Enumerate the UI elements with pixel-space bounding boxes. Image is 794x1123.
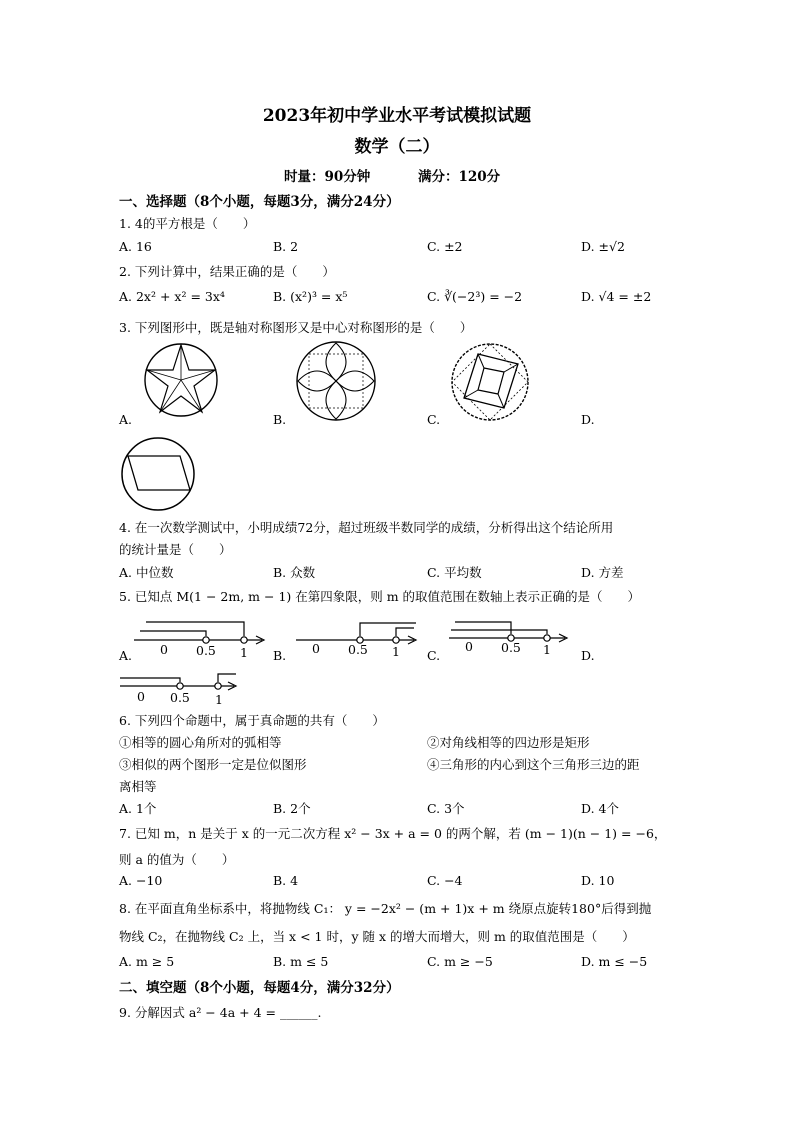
q3-option-a: A. [119, 412, 133, 427]
q5-option-c: C. [427, 648, 441, 663]
q6-proposition-1: ①相等的圆心角所对的弧相等 [119, 735, 282, 750]
full-score: 满分：120分 [418, 169, 501, 185]
q3-figure-d-parallelogram-circle [120, 436, 196, 512]
q6-proposition-4: ④三角形的内心到这个三角形三边的距 [427, 757, 640, 772]
q5-stem: 5. 已知点 M(1 − 2m, m − 1) 在第四象限，则 m 的取值范围在数轴上表示正确的是（ ） [119, 589, 641, 604]
q2-stem: 2. 下列计算中，结果正确的是（ ） [119, 264, 335, 279]
q6-option-c: C. 3个 [427, 801, 465, 816]
q5-d-tick-05: 0.5 [170, 690, 190, 705]
q6-stem: 6. 下列四个命题中，属于真命题的共有（ ） [119, 713, 385, 728]
q8-option-a: A. m ≥ 5 [119, 954, 175, 969]
q5-d-tick-0: 0 [137, 689, 145, 704]
time-limit: 时量：90分钟 [284, 169, 371, 185]
exam-subtitle: 数学（二） [354, 137, 440, 157]
q6-proposition-4-cont: 离相等 [119, 779, 157, 794]
q3-figure-b-petal-circle [295, 340, 377, 422]
q4-option-c: C. 平均数 [427, 565, 482, 580]
q5-c-tick-05: 0.5 [501, 640, 521, 655]
exam-title: 2023年初中学业水平考试模拟试题 [262, 106, 532, 126]
q7-option-c: C. −4 [427, 873, 463, 888]
q4-option-a: A. 中位数 [119, 565, 174, 580]
q8-stem-line1: 8. 在平面直角坐标系中，将抛物线 C₁： y = −2x² − (m + 1)x + m 绕原点旋转180°后得到抛 [119, 901, 652, 916]
q2-option-b: B. (x²)³ = x⁵ [273, 289, 348, 304]
q5-option-d: D. [581, 648, 595, 663]
q5-option-b: B. [273, 648, 287, 663]
q2-option-a: A. 2x² + x² = 3x⁴ [119, 289, 225, 304]
q5-d-tick-1: 1 [215, 692, 223, 707]
q5-b-tick-05: 0.5 [348, 642, 368, 657]
q3-figure-c-square-circle [450, 342, 530, 422]
q1-stem: 1. 4的平方根是（ ） [119, 216, 256, 231]
q5-option-a: A. [119, 648, 133, 663]
q4-stem-line1: 4. 在一次数学测试中，小明成绩72分，超过班级半数同学的成绩，分析得出这个结论所用 [119, 520, 614, 535]
q3-stem: 3. 下列图形中，既是轴对称图形又是中心对称图形的是（ ） [119, 320, 473, 335]
q8-stem-line2: 物线 C₂，在抛物线 C₂ 上，当 x < 1 时，y 随 x 的增大而增大，则 m 的取值范围是（ ） [119, 929, 635, 944]
q3-option-b: B. [273, 412, 287, 427]
section-choice-heading: 一、选择题（8个小题，每题3分，满分24分） [119, 194, 400, 210]
q7-stem-line2: 则 a 的值为（ ） [119, 852, 235, 867]
q4-option-d: D. 方差 [581, 565, 624, 580]
q5-b-tick-1: 1 [392, 644, 400, 659]
q6-option-a: A. 1个 [119, 801, 157, 816]
q7-stem-line1: 7. 已知 m，n 是关于 x 的一元二次方程 x² − 3x + a = 0 的两个解，若 (m − 1)(n − 1) = −6， [119, 826, 667, 841]
q5-c-tick-1: 1 [543, 642, 551, 657]
q5-a-tick-0: 0 [160, 642, 168, 657]
q5-c-tick-0: 0 [465, 639, 473, 654]
q1-option-c: C. ±2 [427, 239, 463, 254]
q6-proposition-2: ②对角线相等的四边形是矩形 [427, 735, 590, 750]
q1-option-d: D. ±√2 [581, 239, 625, 254]
q9-stem: 9. 分解因式 a² − 4a + 4 = ______. [119, 1005, 322, 1020]
q7-option-d: D. 10 [581, 873, 615, 888]
q6-option-d: D. 4个 [581, 801, 619, 816]
q5-a-tick-05: 0.5 [196, 643, 216, 658]
q7-option-a: A. −10 [119, 873, 163, 888]
q1-option-a: A. 16 [119, 239, 152, 254]
q8-option-b: B. m ≤ 5 [273, 954, 329, 969]
q2-option-d: D. √4 = ±2 [581, 289, 652, 304]
q3-option-c: C. [427, 412, 441, 427]
q4-stem-line2: 的统计量是（ ） [119, 542, 232, 557]
q3-option-d: D. [581, 412, 595, 427]
q6-proposition-3: ③相似的两个图形一定是位似图形 [119, 757, 307, 772]
q7-option-b: B. 4 [273, 873, 299, 888]
q2-option-c: C. ∛(−2³) = −2 [427, 289, 523, 304]
q5-b-tick-0: 0 [312, 641, 320, 656]
q8-option-d: D. m ≤ −5 [581, 954, 648, 969]
q3-figure-a-star-circle [143, 342, 219, 418]
section-fill-heading: 二、填空题（8个小题，每题4分，满分32分） [119, 980, 400, 996]
q4-option-b: B. 众数 [273, 565, 316, 580]
q1-option-b: B. 2 [273, 239, 299, 254]
q5-a-tick-1: 1 [240, 645, 248, 660]
q6-option-b: B. 2个 [273, 801, 311, 816]
q8-option-c: C. m ≥ −5 [427, 954, 493, 969]
